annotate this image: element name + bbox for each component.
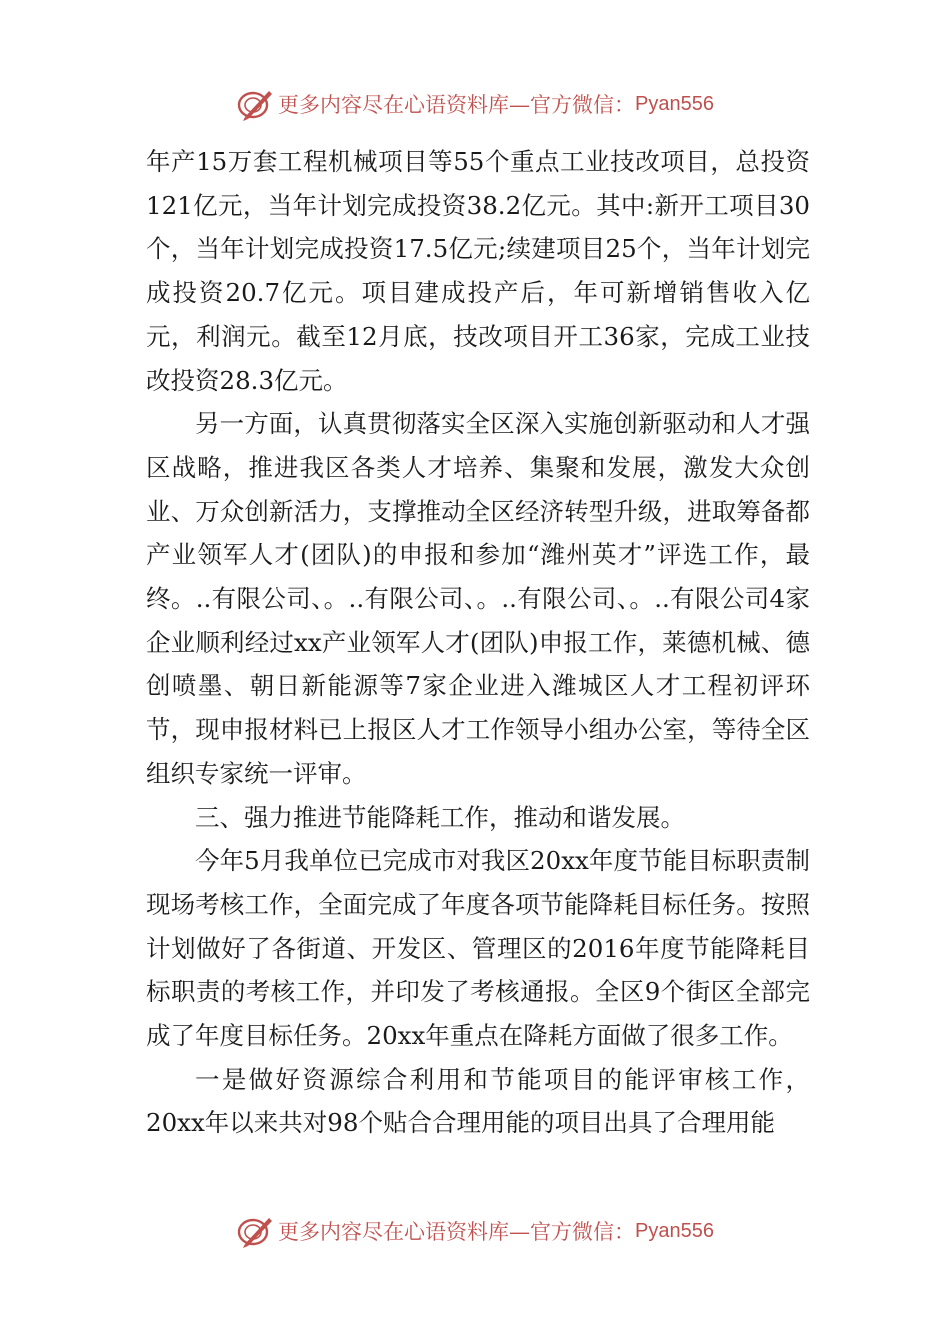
header-watermark xyxy=(0,84,950,124)
section-heading: 三、强力推进节能降耗工作，推动和谐发展。 xyxy=(195,802,685,832)
paragraph: 另一方面，认真贯彻落实全区深入实施创新驱动和人才强区战略，推进我区各类人才培养、集聚和发展，激发大众创业、万众创新活力，支撑推动全区经济转型升级，进取筹备都产业领军人才(团队)的申报和参加“潍州英才”评选工作，最终。..有限公司、。..有限公司、。..有限公司、。..有限公司4家企业顺利经过xx产业领军人才(团队)申报工作，莱德机械、德创喷墨、朝日新能源等7家企业进入潍城区人才工程初评环节，现申报材料已上报区人才工作领导小组办公室，等待全区组织专家统一评审。 xyxy=(146,409,810,788)
paragraph: 年产15万套工程机械项目等55个重点工业技改项目，总投资121亿元，当年计划完成投资38.2亿元。其中:新开工项目30个，当年计划完成投资17.5亿元;续建项目25个，当年计划完成投资20.7亿元。项目建成投产后，年可新增销售收入亿元，利润元。截至12月底，技改项目开工36家，完成工业技改投资28.3亿元。 xyxy=(146,147,810,395)
document-body xyxy=(146,140,810,1145)
wechat-id: Pyan556 xyxy=(635,92,714,115)
paragraph: 今年5月我单位已完成市对我区20xx年度节能目标职责制现场考核工作，全面完成了年度各项节能降耗目标任务。按照计划做好了各街道、开发区、管理区的2016年度节能降耗目标职责的考核工作，并印发了考核通报。全区9个街区全部完成了年度目标任务。20xx年重点在降耗方面做了很多工作。 xyxy=(146,846,810,1051)
paragraph: 一是做好资源综合利用和节能项目的能评审核工作，20xx年以来共对98个贴合合理用能的项目出具了合理用能 xyxy=(146,1064,810,1138)
pen-logo-icon xyxy=(236,1213,274,1249)
pen-logo-icon xyxy=(236,86,274,122)
watermark-text: 更多内容尽在心语资料库—官方微信： xyxy=(278,1220,636,1244)
footer-watermark xyxy=(0,1211,950,1251)
watermark-text: 更多内容尽在心语资料库—官方微信： xyxy=(278,93,636,117)
wechat-id: Pyan556 xyxy=(635,1219,714,1242)
